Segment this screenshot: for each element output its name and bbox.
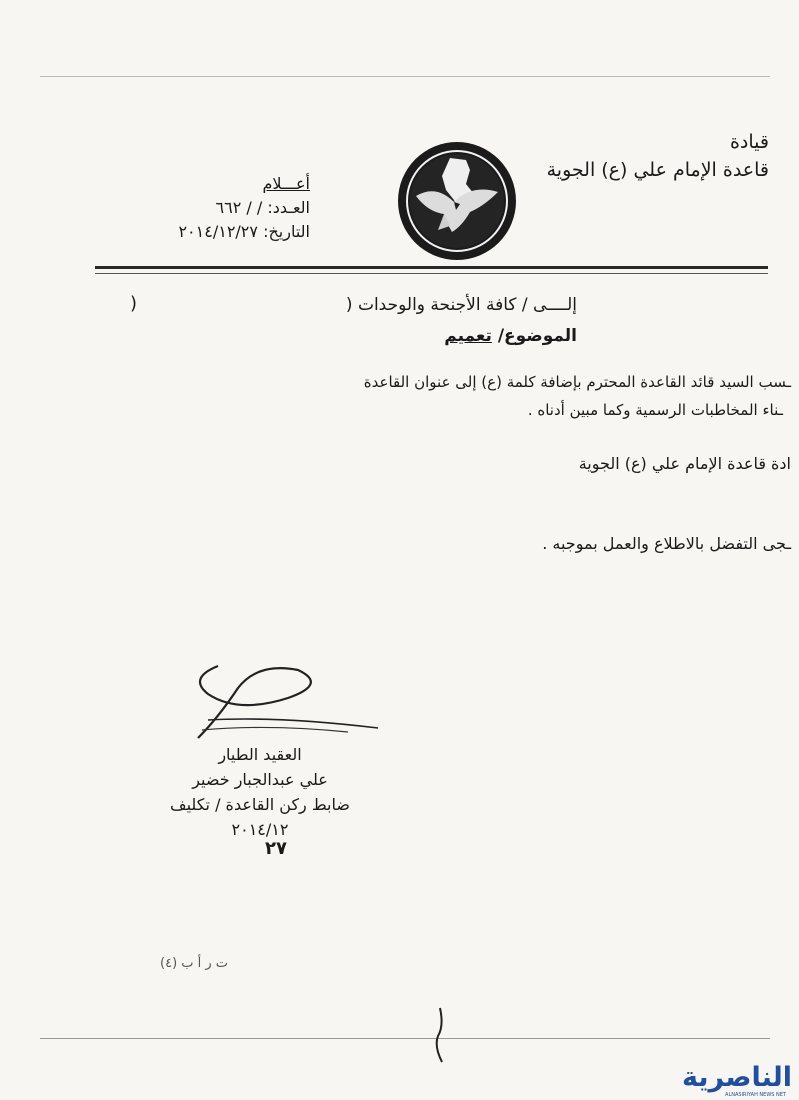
body-closing-request: ـجى التفضل بالاطلاع والعمل بموجبه . [542,534,791,553]
bottom-scribble-mark [432,1006,448,1064]
header-base-name: قاعدة الإمام علي (ع) الجوية [546,159,769,181]
logo-text: الناصرية [682,1062,792,1093]
signatory-rank: العقيد الطيار [218,745,302,764]
header-organization [547,128,769,184]
footer-note: ت ر أ ب (٤) [160,956,229,971]
signature-date: ٢٠١٤/١٢ [231,820,289,839]
eagle-map-emblem-icon [396,140,518,262]
signature-handwritten-date: ٢٧ [265,838,287,859]
addressee-close-paren: ) [130,293,138,314]
header-divider-thin [95,273,768,274]
header-divider-thick [95,266,768,269]
signatory-name: علي عبدالجبار خضير [192,770,328,789]
header-number-row [120,196,310,220]
header-date-label: التاريخ: [263,222,310,241]
top-border-line [40,76,770,77]
bottom-border-line [40,1038,770,1039]
signature-block [150,742,370,842]
subject-line [444,326,577,346]
signatory-title: ضابط ركن القاعدة / تكليف [170,795,350,814]
logo-subtext: ALNASIRIYAH NEWS NET [725,1092,786,1098]
body-paragraph-line-2: ـناء المخاطبات الرسمية وكما مبين أدناه . [527,401,783,419]
header-date-value: ٢٠١٤/١٢/٢٧ [178,222,258,241]
addressee-line: إلــــى / كافة الأجنحة والوحدات ( [345,295,577,315]
header-number-value: / / ٦٦٢ [215,198,263,217]
subject-label: الموضوع/ [497,326,577,346]
header-reference [120,172,310,244]
body-base-name-line: ادة قاعدة الإمام علي (ع) الجوية [578,454,791,473]
nasiriyah-logo [676,1062,792,1098]
subject-value: تعميم [444,326,492,346]
header-number-label: العـدد: [267,198,310,217]
header-date-row [120,220,310,244]
header-command: قيادة [729,131,769,153]
body-paragraph-line-1: ـسب السيد قائد القاعدة المحترم بإضافة كلمة (ع) إلى عنوان القاعدة [363,373,791,391]
header-department: أعـــلام [262,174,310,193]
handwritten-signature [178,658,388,748]
